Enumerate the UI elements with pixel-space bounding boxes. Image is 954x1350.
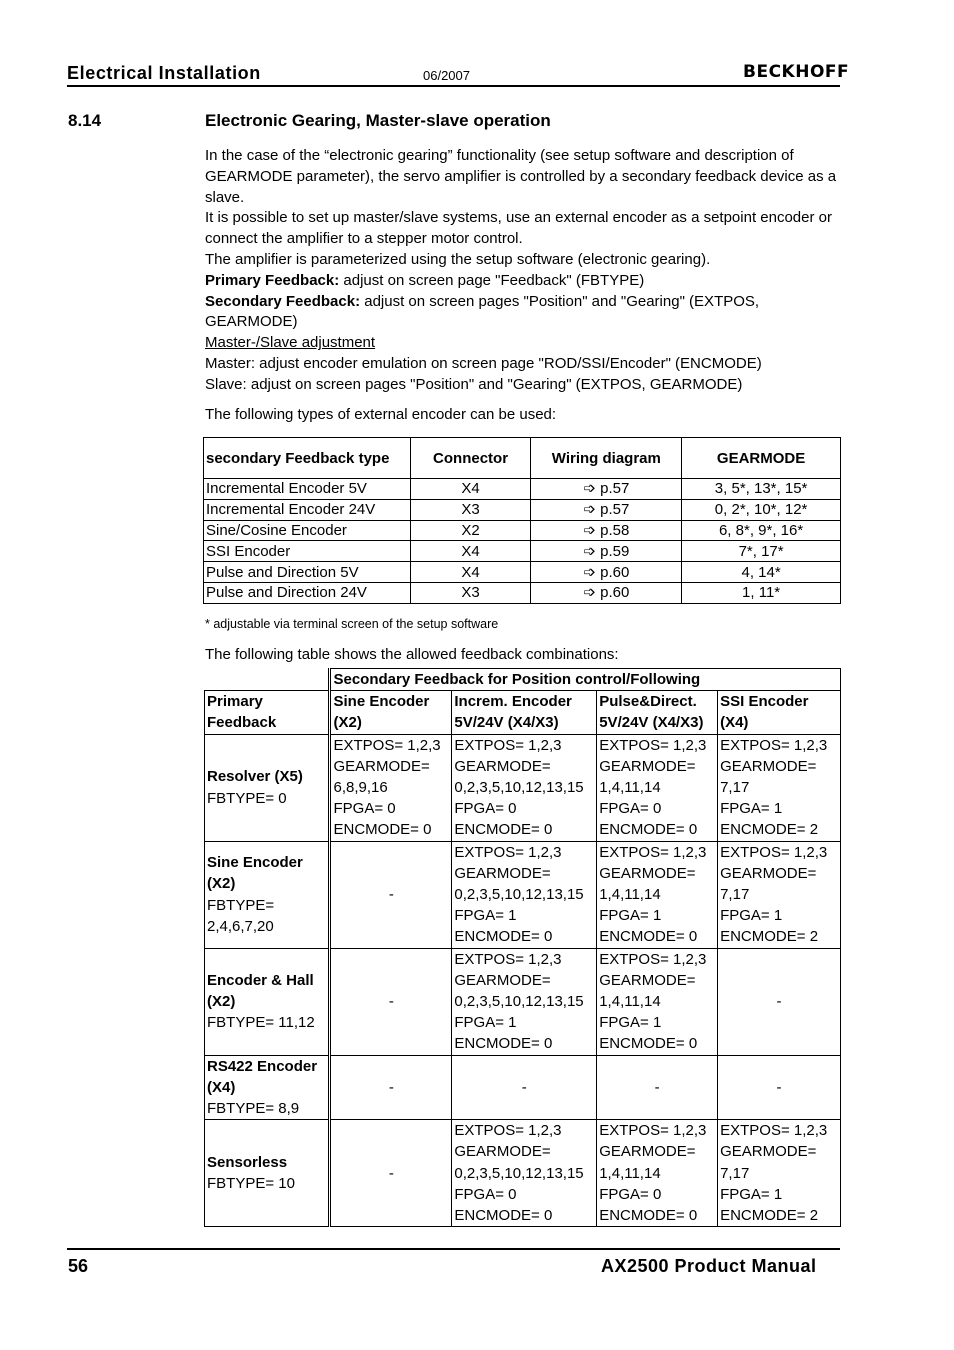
cell-value: EXTPOS= 1,2,3 xyxy=(454,1122,562,1140)
ssi-encoder-cell xyxy=(718,1120,841,1227)
cell-value: ENCMODE= 0 xyxy=(454,928,553,946)
connector-cell: X4 xyxy=(410,562,531,583)
cell-value: FPGA= 1 xyxy=(720,1185,783,1203)
feedback-type-cell: Incremental Encoder 24V xyxy=(204,499,411,520)
connector-cell: X4 xyxy=(410,541,531,562)
header-gearmode: GEARMODE xyxy=(682,438,841,479)
cell-value: GEARMODE= xyxy=(720,864,817,882)
cell-value: EXTPOS= 1,2,3 xyxy=(454,736,562,754)
cell-value: FPGA= 0 xyxy=(454,800,517,818)
cell-value: ENCMODE= 0 xyxy=(454,821,553,839)
brand-logo: BECKHOFF xyxy=(743,62,850,82)
table-row xyxy=(205,841,841,948)
cell-value: EXTPOS= 1,2,3 xyxy=(599,1122,707,1140)
pulse-direction-cell xyxy=(597,734,718,841)
feedback-type-cell: Pulse and Direction 5V xyxy=(204,562,411,583)
primary-feedback-fbtype: 2,4,6,7,20 xyxy=(207,917,274,935)
gearmode-cell: 0, 2*, 10*, 12* xyxy=(682,499,841,520)
gearmode-cell: 4, 14* xyxy=(682,562,841,583)
cell-value: GEARMODE= xyxy=(599,971,696,989)
pulse-direction-cell xyxy=(597,1120,718,1227)
cell-value: EXTPOS= 1,2,3 xyxy=(720,1122,828,1140)
increm-encoder-cell xyxy=(452,841,597,948)
master-slave-heading: Master-/Slave adjustment xyxy=(205,334,376,352)
header-increm-encoder: Increm. Encoder 5V/24V (X4/X3) xyxy=(452,691,597,734)
cell-value: 0,2,3,5,10,12,13,15 xyxy=(454,779,584,797)
increm-encoder-cell xyxy=(452,1055,597,1120)
cell-value: 1,4,11,14 xyxy=(599,779,661,797)
cell-value: ENCMODE= 0 xyxy=(599,1035,698,1053)
cell-value: EXTPOS= 1,2,3 xyxy=(333,736,441,754)
cell-value: ENCMODE= 2 xyxy=(720,1207,819,1225)
paragraph-master: Master: adjust encoder emulation on screen page "ROD/SSI/Encoder" (ENCMODE) xyxy=(205,354,762,372)
cell-value: EXTPOS= 1,2,3 xyxy=(599,950,707,968)
connector-cell: X3 xyxy=(410,499,531,520)
cell-value: EXTPOS= 1,2,3 xyxy=(599,736,707,754)
wiring-diagram-cell: ➩ p.60 xyxy=(531,562,682,583)
sine-encoder-cell xyxy=(330,948,452,1055)
feedback-type-cell: SSI Encoder xyxy=(204,541,411,562)
cell-value: EXTPOS= 1,2,3 xyxy=(454,843,562,861)
header-connector: Connector xyxy=(410,438,531,479)
paragraph-slave: Slave: adjust on screen pages "Position" and "Gearing" (EXTPOS, GEARMODE) xyxy=(205,375,743,393)
gearmode-cell: 3, 5*, 13*, 15* xyxy=(682,479,841,500)
primary-feedback-name: Sensorless xyxy=(207,1154,288,1172)
cell-value: 7,17 xyxy=(720,886,750,904)
cell-value: EXTPOS= 1,2,3 xyxy=(454,950,562,968)
combinations-intro: The following table shows the allowed feedback combinations: xyxy=(205,646,619,663)
cell-value: ENCMODE= 0 xyxy=(333,821,432,839)
cell-value: - xyxy=(388,1164,394,1182)
cell-value: GEARMODE= xyxy=(599,864,696,882)
connector-cell: X3 xyxy=(410,582,531,603)
primary-feedback-name: Resolver (X5) xyxy=(207,768,303,786)
encoder-types-table xyxy=(203,437,841,604)
cell-value: FPGA= 1 xyxy=(720,800,783,818)
paragraph-master-slave: It is possible to set up master/slave systems, use an external encoder as a setpoint encoder or connect the amplifier to a stepper motor control. xyxy=(205,209,832,248)
cell-value: FPGA= 1 xyxy=(599,1014,662,1032)
encoder-types-intro: The following types of external encoder can be used: xyxy=(205,406,557,423)
wiring-diagram-cell: ➩ p.57 xyxy=(531,479,682,500)
paragraph-secondary-feedback xyxy=(205,292,845,334)
feedback-type-cell: Pulse and Direction 24V xyxy=(204,582,411,603)
cell-value: 0,2,3,5,10,12,13,15 xyxy=(454,993,584,1011)
secondary-feedback-group-header: Secondary Feedback for Position control/Following xyxy=(330,669,841,691)
table-row xyxy=(204,499,841,520)
cell-value: ENCMODE= 2 xyxy=(720,821,819,839)
wiring-diagram-cell: ➩ p.58 xyxy=(531,520,682,541)
section-title: Electronic Gearing, Master-slave operation xyxy=(205,111,551,130)
cell-value: FPGA= 1 xyxy=(454,1014,517,1032)
cell-value: GEARMODE= xyxy=(454,971,551,989)
cell-value: - xyxy=(776,1078,782,1096)
table-row xyxy=(205,734,841,841)
cell-value: GEARMODE= xyxy=(599,757,696,775)
cell-value: FPGA= 0 xyxy=(333,800,396,818)
pulse-direction-cell xyxy=(597,841,718,948)
cell-value: 6,8,9,16 xyxy=(333,779,388,797)
cell-value: ENCMODE= 0 xyxy=(599,928,698,946)
cell-value: FPGA= 1 xyxy=(599,907,662,925)
secondary-feedback-text: adjust on screen pages "Position" and "Gearing" (EXTPOS, GEARMODE) xyxy=(205,292,760,331)
running-header-date: 06/2007 xyxy=(423,68,470,83)
table-row xyxy=(204,479,841,500)
cell-value: GEARMODE= xyxy=(720,757,817,775)
feedback-type-cell: Sine/Cosine Encoder xyxy=(204,520,411,541)
primary-feedback-cell xyxy=(205,841,330,948)
cell-value: - xyxy=(388,993,394,1011)
ssi-encoder-cell xyxy=(718,1055,841,1120)
table-header-row xyxy=(205,691,841,734)
ssi-encoder-cell xyxy=(718,734,841,841)
primary-feedback-fbtype: FBTYPE= 10 xyxy=(207,1175,295,1193)
cell-value: ENCMODE= 2 xyxy=(720,928,819,946)
sine-encoder-cell xyxy=(330,1120,452,1227)
cell-value: ENCMODE= 0 xyxy=(599,821,698,839)
increm-encoder-cell xyxy=(452,1120,597,1227)
cell-value: - xyxy=(521,1078,527,1096)
footer-rule xyxy=(67,1248,840,1250)
manual-title: AX2500 Product Manual xyxy=(601,1256,817,1276)
cell-value: GEARMODE= xyxy=(454,757,551,775)
cell-value: GEARMODE= xyxy=(333,757,430,775)
cell-value: EXTPOS= 1,2,3 xyxy=(720,736,828,754)
cell-value: ENCMODE= 0 xyxy=(454,1035,553,1053)
section-number: 8.14 xyxy=(68,111,102,130)
primary-feedback-cell xyxy=(205,1120,330,1227)
footnote: * adjustable via terminal screen of the setup software xyxy=(205,617,499,631)
table-row xyxy=(205,1055,841,1120)
pulse-direction-cell xyxy=(597,1055,718,1120)
cell-value: 0,2,3,5,10,12,13,15 xyxy=(454,886,584,904)
page-number: 56 xyxy=(68,1256,89,1276)
table-row xyxy=(204,520,841,541)
cell-value: 0,2,3,5,10,12,13,15 xyxy=(454,1164,584,1182)
sine-encoder-cell xyxy=(330,1055,452,1120)
connector-cell: X4 xyxy=(410,479,531,500)
table-row xyxy=(205,948,841,1055)
primary-feedback-cell xyxy=(205,1055,330,1120)
table-row xyxy=(204,582,841,603)
connector-cell: X2 xyxy=(410,520,531,541)
gearmode-cell: 6, 8*, 9*, 16* xyxy=(682,520,841,541)
gearmode-cell: 1, 11* xyxy=(682,582,841,603)
cell-value: FPGA= 1 xyxy=(454,907,517,925)
primary-feedback-header: Primary Feedback xyxy=(205,691,330,734)
header-ssi-encoder: SSI Encoder (X4) xyxy=(718,691,841,734)
primary-feedback-cell xyxy=(205,734,330,841)
primary-feedback-cell xyxy=(205,948,330,1055)
paragraph-primary-feedback xyxy=(205,271,845,292)
cell-value: FPGA= 1 xyxy=(720,907,783,925)
running-header-title: Electrical Installation xyxy=(67,63,261,83)
header-rule xyxy=(67,85,840,87)
primary-feedback-fbtype: FBTYPE= xyxy=(207,896,275,914)
cell-value: - xyxy=(776,993,782,1011)
wiring-diagram-cell: ➩ p.59 xyxy=(531,541,682,562)
primary-feedback-name: RS422 Encoder (X4) xyxy=(207,1057,318,1096)
cell-value: - xyxy=(654,1078,660,1096)
ssi-encoder-cell xyxy=(718,841,841,948)
cell-value: 7,17 xyxy=(720,1164,750,1182)
table-row xyxy=(205,1120,841,1227)
feedback-type-cell: Incremental Encoder 5V xyxy=(204,479,411,500)
increm-encoder-cell xyxy=(452,734,597,841)
table-row xyxy=(204,562,841,583)
cell-value: EXTPOS= 1,2,3 xyxy=(599,843,707,861)
secondary-feedback-label: Secondary Feedback: xyxy=(205,292,361,310)
header-pulse-direction: Pulse&Direct. 5V/24V (X4/X3) xyxy=(597,691,718,734)
wiring-diagram-cell: ➩ p.57 xyxy=(531,499,682,520)
increm-encoder-cell xyxy=(452,948,597,1055)
table-row xyxy=(204,541,841,562)
cell-value: FPGA= 0 xyxy=(454,1185,517,1203)
sine-encoder-cell xyxy=(330,841,452,948)
cell-value: EXTPOS= 1,2,3 xyxy=(720,843,828,861)
wiring-diagram-cell: ➩ p.60 xyxy=(531,582,682,603)
pulse-direction-cell xyxy=(597,948,718,1055)
primary-feedback-fbtype: FBTYPE= 11,12 xyxy=(207,1014,315,1032)
cell-value: FPGA= 0 xyxy=(599,1185,662,1203)
primary-feedback-fbtype: FBTYPE= 0 xyxy=(207,789,287,807)
header-feedback-type: secondary Feedback type xyxy=(204,438,411,479)
cell-value: ENCMODE= 0 xyxy=(454,1207,553,1225)
cell-value: 1,4,11,14 xyxy=(599,886,661,904)
cell-value: - xyxy=(388,886,394,904)
body-text xyxy=(205,146,845,396)
cell-value: 7,17 xyxy=(720,779,750,797)
cell-value: 1,4,11,14 xyxy=(599,993,661,1011)
cell-value: FPGA= 0 xyxy=(599,800,662,818)
ssi-encoder-cell xyxy=(718,948,841,1055)
paragraph-gearing: In the case of the “electronic gearing” functionality (see setup software and description of GEARMODE parameter), the servo amplifier is controlled by a secondary feedback device as a slave. xyxy=(205,147,837,206)
primary-feedback-label: Primary Feedback: xyxy=(205,271,340,289)
gearmode-cell: 7*, 17* xyxy=(682,541,841,562)
cell-value: ENCMODE= 0 xyxy=(599,1207,698,1225)
feedback-combinations-table xyxy=(204,668,841,1227)
cell-value: GEARMODE= xyxy=(720,1143,817,1161)
header-wiring-diagram: Wiring diagram xyxy=(531,438,682,479)
cell-value: 1,4,11,14 xyxy=(599,1164,661,1182)
header-sine-encoder: Sine Encoder (X2) xyxy=(330,691,452,734)
cell-value: GEARMODE= xyxy=(599,1143,696,1161)
cell-value: GEARMODE= xyxy=(454,1143,551,1161)
primary-feedback-fbtype: FBTYPE= 8,9 xyxy=(207,1100,300,1118)
primary-feedback-name: Encoder & Hall (X2) xyxy=(207,971,314,1011)
cell-value: GEARMODE= xyxy=(454,864,551,882)
sine-encoder-cell xyxy=(330,734,452,841)
paragraph-setup: The amplifier is parameterized using the setup software (electronic gearing). xyxy=(205,250,711,268)
table-header-row xyxy=(205,669,841,691)
primary-feedback-text: adjust on screen page "Feedback" (FBTYPE) xyxy=(339,271,645,289)
cell-value: - xyxy=(388,1078,394,1096)
table-header-row xyxy=(204,438,841,479)
primary-feedback-name: Sine Encoder (X2) xyxy=(207,854,303,893)
